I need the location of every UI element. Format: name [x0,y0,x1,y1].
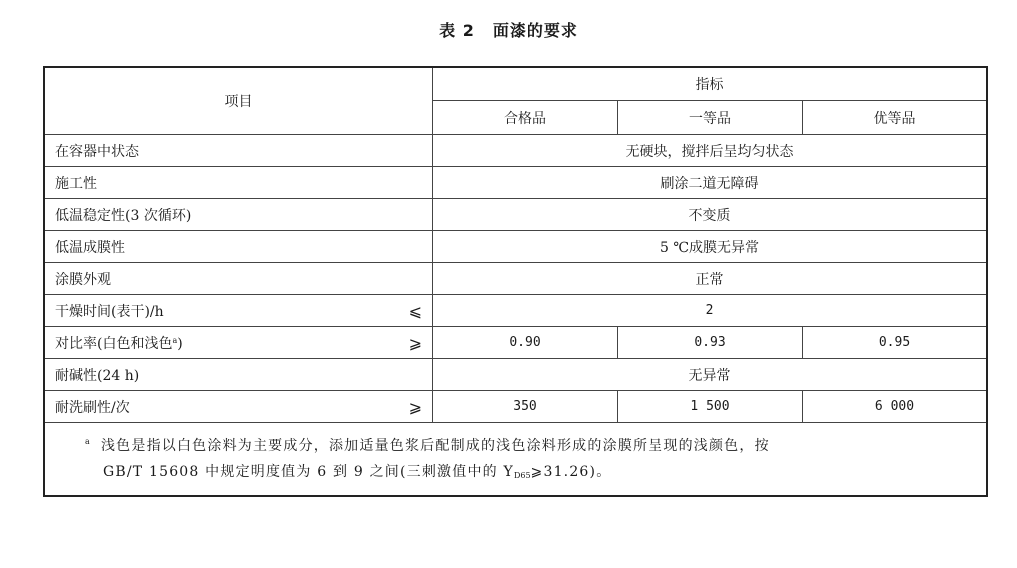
greater-equal-symbol: ⩾ [408,333,422,352]
footnote [44,423,987,497]
row-value-superior: 6 000 [803,391,988,423]
table-row [44,359,987,391]
table-row [44,167,987,199]
footnote-row [44,423,987,497]
row-item-label: 施工性 [44,167,433,199]
row-item-label: 低温稳定性(3 次循环) [44,199,433,231]
footnote-subscript: D65 [513,471,531,480]
header-indicator: 指标 [433,67,988,101]
table-row [44,327,987,359]
row-value-qualified: 350 [433,391,618,423]
row-item-label: 对比率(白色和浅色$^a$) ⩾ [44,327,433,359]
row-item-label: 涂膜外观 [44,263,433,295]
less-equal-symbol: ⩽ [408,301,422,320]
header-grade-superior: 优等品 [803,101,988,135]
footnote-text-3: ⩾31.26)。 [530,464,612,480]
table-row [44,135,987,167]
header-item: 项目 [44,67,433,135]
row-value-qualified: 0.90 [433,327,618,359]
row-value: 刷涂二道无障碍 [433,167,988,199]
row-item-label: 干燥时间(表干)/h ⩽ [44,295,433,327]
requirements-table [43,66,988,497]
table-row [44,295,987,327]
table-title: 面漆的要求 [492,21,578,40]
row-value: 无异常 [433,359,988,391]
row-value: 2 [433,295,988,327]
row-value-first: 1 500 [618,391,803,423]
footnote-ref: a [172,335,178,345]
row-item-label: 耐碱性(24 h) [44,359,433,391]
row-value-superior: 0.95 [803,327,988,359]
footnote-mark: a [85,437,91,446]
table-row [44,231,987,263]
header-grade-first: 一等品 [618,101,803,135]
row-item-label: 低温成膜性 [44,231,433,263]
row-value-first: 0.93 [618,327,803,359]
row-value: 无硬块，搅拌后呈均匀状态 [433,135,988,167]
footnote-text-2: GB/T 15608 中规定明度值为 6 到 9 之间(三刺激值中的 Y [103,464,514,480]
row-value: 5 ℃成膜无异常 [433,231,988,263]
table-row [44,199,987,231]
footnote-text-1: 浅色是指以白色涂料为主要成分，添加适量色浆后配制成的浅色涂料形成的涂膜所呈现的浅颜色，按 [100,438,770,454]
row-value: 正常 [433,263,988,295]
greater-equal-symbol: ⩾ [408,397,422,416]
table-number: 表 2 [439,21,475,40]
table-row [44,263,987,295]
row-item-label: 耐洗刷性/次 ⩾ [44,391,433,423]
header-grade-qualified: 合格品 [433,101,618,135]
row-value: 不变质 [433,199,988,231]
table-row [44,391,987,423]
table-caption [0,18,1017,41]
row-item-label: 在容器中状态 [44,135,433,167]
